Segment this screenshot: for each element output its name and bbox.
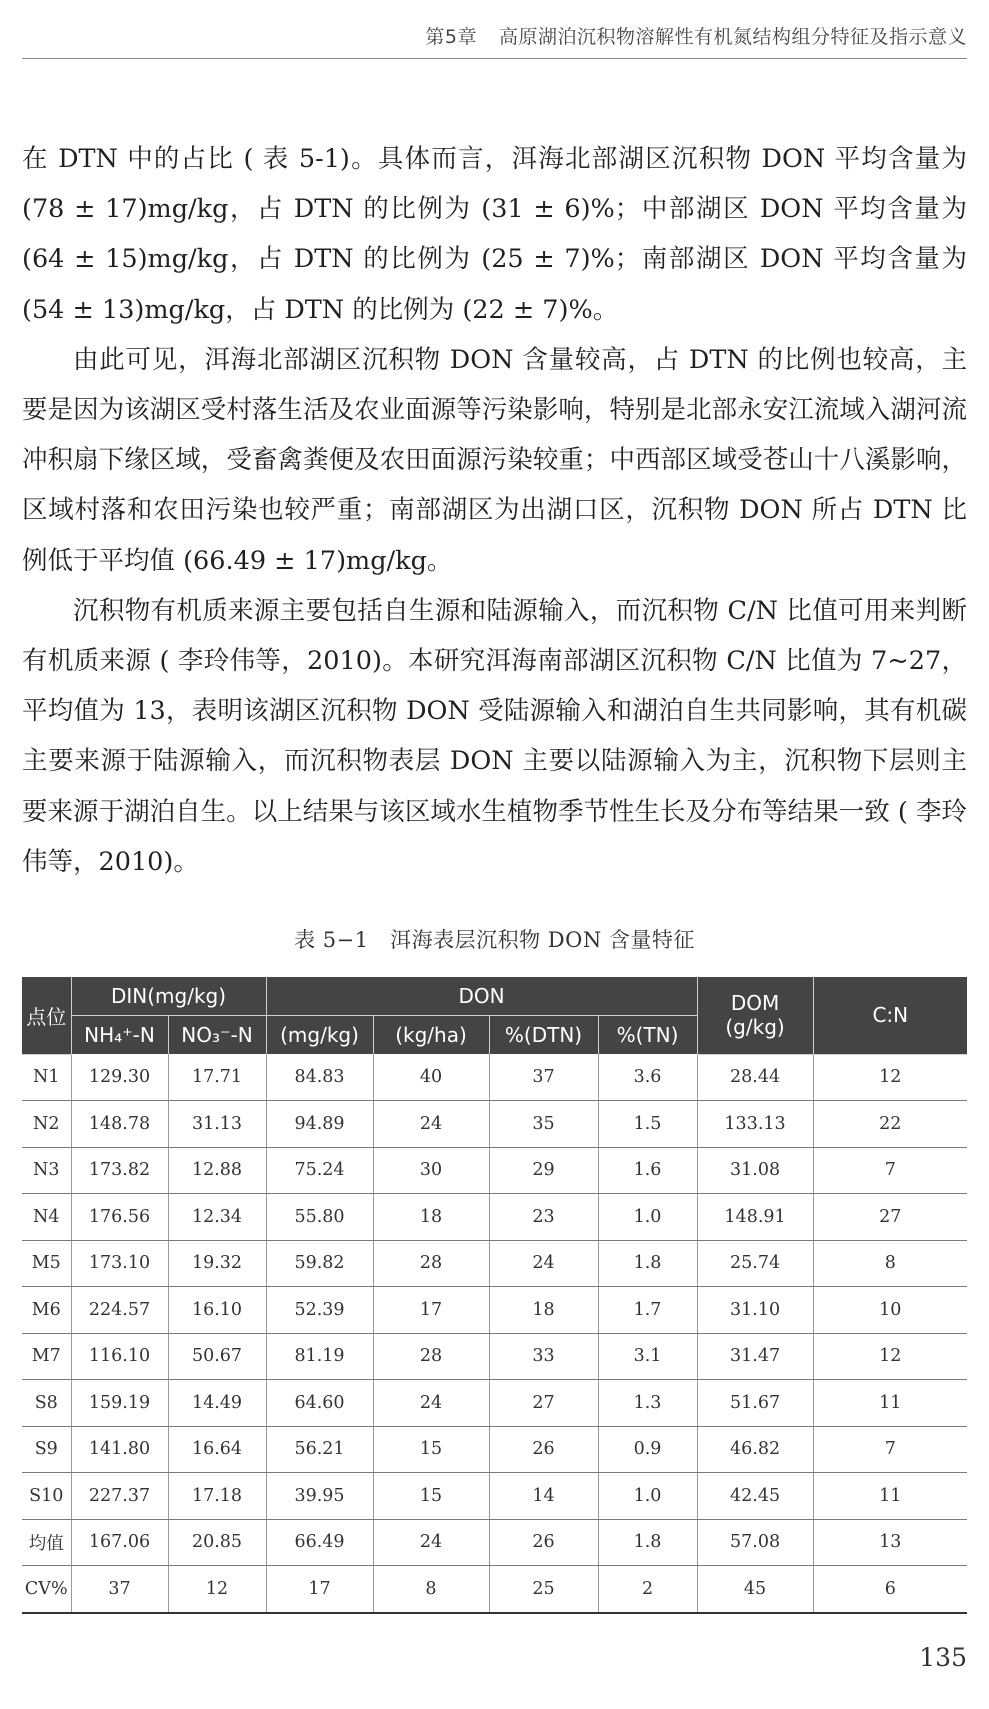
- site-cell: S10: [22, 1473, 71, 1520]
- site-cell: 均值: [22, 1519, 71, 1566]
- header-don: DON: [266, 977, 697, 1016]
- table-cell: 17: [266, 1566, 373, 1613]
- table-row: [22, 1101, 967, 1148]
- table-row: [22, 1426, 967, 1473]
- table-cell: 39.95: [266, 1473, 373, 1520]
- table-cell: 1.3: [598, 1380, 697, 1427]
- table-cell: 46.82: [697, 1426, 813, 1473]
- table-cell: 129.30: [71, 1054, 168, 1101]
- table-cell: 40: [373, 1054, 489, 1101]
- table-cell: 22: [813, 1101, 967, 1148]
- table-cell: 148.78: [71, 1101, 168, 1148]
- table-row: [22, 1147, 967, 1194]
- table-cell: 28: [373, 1240, 489, 1287]
- table-cell: 133.13: [697, 1101, 813, 1148]
- table-cell: 15: [373, 1473, 489, 1520]
- table-cell: 17: [373, 1287, 489, 1334]
- page-number: 135: [919, 1643, 967, 1672]
- table-cell: 14: [489, 1473, 598, 1520]
- table-cell: 16.64: [168, 1426, 266, 1473]
- table-cell: 0.9: [598, 1426, 697, 1473]
- table-cell: 28: [373, 1333, 489, 1380]
- table-cell: 59.82: [266, 1240, 373, 1287]
- site-cell: M6: [22, 1287, 71, 1334]
- table-cell: 1.5: [598, 1101, 697, 1148]
- table-cell: 27: [813, 1194, 967, 1241]
- table-cell: 1.8: [598, 1240, 697, 1287]
- table-cell: 20.85: [168, 1519, 266, 1566]
- paragraph: 在 DTN 中的占比 ( 表 5-1)。具体而言，洱海北部湖区沉积物 DON 平均含量为 (78 ± 17)mg/kg，占 DTN 的比例为 (31 ± 6)%；中部湖区 DON 平均含量为 (64 ± 15)mg/kg，占 DTN 的比例为 (25 ± 7)%；南部湖区 DON 平均含量为 (54 ± 13)mg/kg，占 DTN 的比例为 (22 ± 7)%。: [22, 144, 967, 325]
- table-cell: 35: [489, 1101, 598, 1148]
- site-cell: M7: [22, 1333, 71, 1380]
- table-cell: 17.18: [168, 1473, 266, 1520]
- table-cell: 10: [813, 1287, 967, 1334]
- site-cell: M5: [22, 1240, 71, 1287]
- table-cell: 37: [489, 1054, 598, 1101]
- table-cell: 2: [598, 1566, 697, 1613]
- table-cell: 12: [813, 1054, 967, 1101]
- table-cell: 1.6: [598, 1147, 697, 1194]
- table-cell: 25.74: [697, 1240, 813, 1287]
- header-nh4: NH₄⁺-N: [71, 1016, 168, 1055]
- table-cell: 66.49: [266, 1519, 373, 1566]
- table-cell: 159.19: [71, 1380, 168, 1427]
- header-don-pct-dtn: %(DTN): [489, 1016, 598, 1055]
- header-din: DIN(mg/kg): [71, 977, 266, 1016]
- table-cell: 19.32: [168, 1240, 266, 1287]
- table-cell: 26: [489, 1519, 598, 1566]
- table-cell: 11: [813, 1380, 967, 1427]
- table-cell: 176.56: [71, 1194, 168, 1241]
- table-cell: 31.10: [697, 1287, 813, 1334]
- table-cell: 173.82: [71, 1147, 168, 1194]
- table-cell: 51.67: [697, 1380, 813, 1427]
- site-cell: CV%: [22, 1566, 71, 1613]
- table-cell: 7: [813, 1426, 967, 1473]
- paragraph: 由此可见，洱海北部湖区沉积物 DON 含量较高，占 DTN 的比例也较高，主要是因为该湖区受村落生活及农业面源等污染影响，特别是北部永安江流域入湖河流冲积扇下缘区域，受畜禽粪便及农田面源污染较重；中西部区域受苍山十八溪影响，区域村落和农田污染也较严重；南部湖区为出湖口区，沉积物 DON 所占 DTN 比例低于平均值 (66.49 ± 17)mg/kg。: [22, 344, 967, 576]
- table-cell: 173.10: [71, 1240, 168, 1287]
- table-cell: 37: [71, 1566, 168, 1613]
- table-cell: 8: [813, 1240, 967, 1287]
- table-cell: 31.47: [697, 1333, 813, 1380]
- table-cell: 224.57: [71, 1287, 168, 1334]
- header-no3: NO₃⁻-N: [168, 1016, 266, 1055]
- table-cell: 26: [489, 1426, 598, 1473]
- table-cell: 13: [813, 1519, 967, 1566]
- table-cell: 24: [373, 1380, 489, 1427]
- table-row: [22, 1519, 967, 1566]
- site-cell: N1: [22, 1054, 71, 1101]
- table-row: [22, 1333, 967, 1380]
- table-cell: 24: [489, 1240, 598, 1287]
- paragraph: 沉积物有机质来源主要包括自生源和陆源输入，而沉积物 C/N 比值可用来判断有机质来源 ( 李玲伟等，2010)。本研究洱海南部湖区沉积物 C/N 比值为 7~27，平均值为 13，表明该湖区沉积物 DON 受陆源输入和湖泊自生共同影响，其有机碳主要来源于陆源输入，而沉积物表层 DON 主要以陆源输入为主，沉积物下层则主要来源于湖泊自生。以上结果与该区域水生植物季节性生长及分布等结果一致 ( 李玲伟等，2010)。: [22, 595, 967, 877]
- table-cell: 148.91: [697, 1194, 813, 1241]
- table-cell: 25: [489, 1566, 598, 1613]
- table-cell: 3.6: [598, 1054, 697, 1101]
- table-row: [22, 1287, 967, 1334]
- table-cell: 6: [813, 1566, 967, 1613]
- table-cell: 14.49: [168, 1380, 266, 1427]
- table-cell: 31.13: [168, 1101, 266, 1148]
- header-don-mgkg: (mg/kg): [266, 1016, 373, 1055]
- table-row: [22, 1473, 967, 1520]
- table-row: [22, 1380, 967, 1427]
- table-cell: 7: [813, 1147, 967, 1194]
- header-don-kgha: (kg/ha): [373, 1016, 489, 1055]
- table-caption: 表 5−1 洱海表层沉积物 DON 含量特征: [294, 928, 695, 952]
- site-cell: N3: [22, 1147, 71, 1194]
- table-cell: 52.39: [266, 1287, 373, 1334]
- table-cell: 12.34: [168, 1194, 266, 1241]
- table-body: [22, 1054, 967, 1613]
- table-cell: 1.0: [598, 1473, 697, 1520]
- table-row: [22, 1194, 967, 1241]
- site-cell: S9: [22, 1426, 71, 1473]
- table-cell: 30: [373, 1147, 489, 1194]
- table-cell: 15: [373, 1426, 489, 1473]
- chapter-title: 高原湖泊沉积物溶解性有机氮结构组分特征及指示意义: [498, 26, 967, 48]
- table-cell: 33: [489, 1333, 598, 1380]
- table-cell: 16.10: [168, 1287, 266, 1334]
- table-cell: 50.67: [168, 1333, 266, 1380]
- header-site: 点位: [22, 977, 71, 1054]
- table-cell: 12: [813, 1333, 967, 1380]
- table-cell: 1.0: [598, 1194, 697, 1241]
- table-cell: 81.19: [266, 1333, 373, 1380]
- table-cell: 17.71: [168, 1054, 266, 1101]
- header-dom-unit: (g/kg): [725, 1015, 785, 1040]
- running-header: [425, 22, 967, 49]
- table-cell: 24: [373, 1101, 489, 1148]
- table-cell: 167.06: [71, 1519, 168, 1566]
- table-cell: 116.10: [71, 1333, 168, 1380]
- table-cell: 23: [489, 1194, 598, 1241]
- table-row: [22, 1240, 967, 1287]
- table-cell: 28.44: [697, 1054, 813, 1101]
- table-cell: 55.80: [266, 1194, 373, 1241]
- header-cn: C:N: [813, 977, 967, 1054]
- table-cell: 56.21: [266, 1426, 373, 1473]
- don-content-table: [22, 977, 967, 1614]
- header-dom-name: DOM: [730, 991, 780, 1016]
- table-cell: 64.60: [266, 1380, 373, 1427]
- table-cell: 94.89: [266, 1101, 373, 1148]
- table-cell: 31.08: [697, 1147, 813, 1194]
- table-cell: 18: [373, 1194, 489, 1241]
- table-cell: 141.80: [71, 1426, 168, 1473]
- chapter-label: 第5章: [425, 26, 477, 48]
- table-cell: 29: [489, 1147, 598, 1194]
- table-row: [22, 1054, 967, 1101]
- table-cell: 18: [489, 1287, 598, 1334]
- table-cell: 12: [168, 1566, 266, 1613]
- table-cell: 42.45: [697, 1473, 813, 1520]
- table-cell: 84.83: [266, 1054, 373, 1101]
- header-don-pct-tn: %(TN): [598, 1016, 697, 1055]
- table-cell: 3.1: [598, 1333, 697, 1380]
- header-dom: [697, 977, 813, 1054]
- table-cell: 8: [373, 1566, 489, 1613]
- site-cell: N4: [22, 1194, 71, 1241]
- table-header-row: [22, 977, 967, 1016]
- table-cell: 1.7: [598, 1287, 697, 1334]
- table-cell: 75.24: [266, 1147, 373, 1194]
- header-rule: [22, 58, 967, 59]
- table-cell: 27: [489, 1380, 598, 1427]
- table-cell: 57.08: [697, 1519, 813, 1566]
- table-cell: 24: [373, 1519, 489, 1566]
- table-cell: 1.8: [598, 1519, 697, 1566]
- table-cell: 11: [813, 1473, 967, 1520]
- table-row: [22, 1566, 967, 1613]
- body-text: [22, 134, 967, 887]
- table-cell: 45: [697, 1566, 813, 1613]
- table-cell: 227.37: [71, 1473, 168, 1520]
- site-cell: S8: [22, 1380, 71, 1427]
- site-cell: N2: [22, 1101, 71, 1148]
- table-cell: 12.88: [168, 1147, 266, 1194]
